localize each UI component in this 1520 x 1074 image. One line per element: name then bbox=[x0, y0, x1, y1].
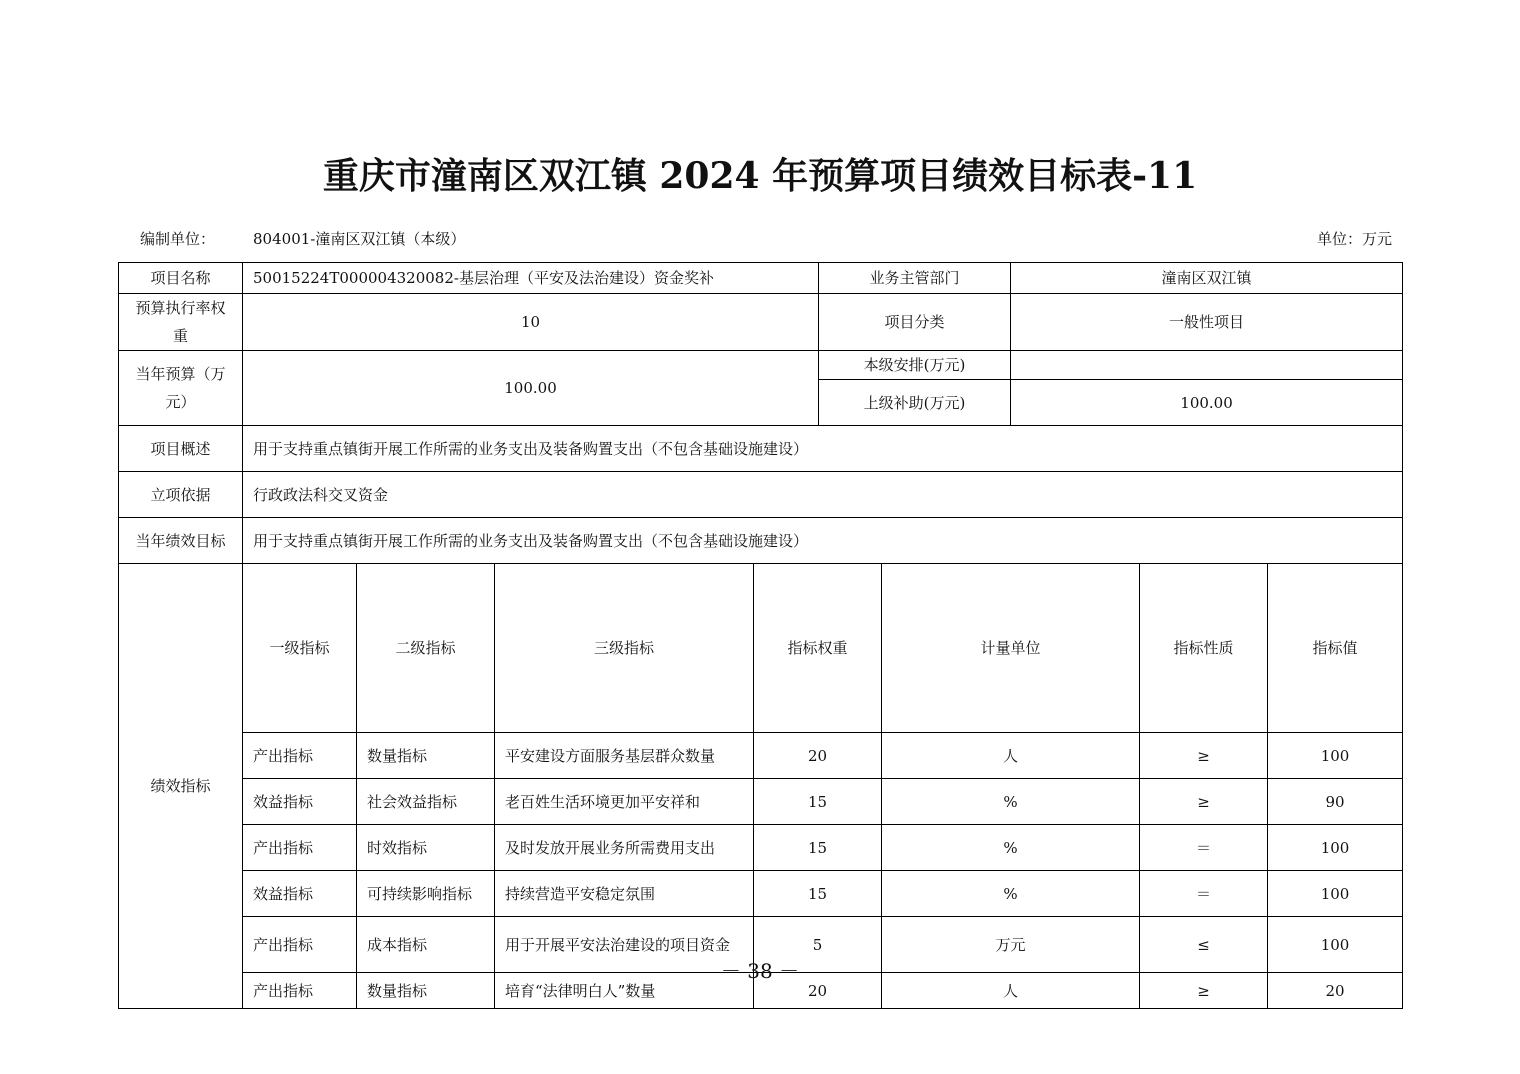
header-level1: 一级指标 bbox=[243, 564, 357, 733]
cell-level3: 老百姓生活环境更加平安祥和 bbox=[495, 779, 754, 825]
cell-nature: ≥ bbox=[1140, 733, 1268, 779]
cell-value: 20 bbox=[1268, 973, 1403, 1009]
basis-value: 行政政法科交叉资金 bbox=[243, 472, 1403, 518]
cell-unit: % bbox=[882, 825, 1140, 871]
cell-level3: 培育“法律明白人”数量 bbox=[495, 973, 754, 1009]
cell-value: 100 bbox=[1268, 733, 1403, 779]
cell-unit: % bbox=[882, 871, 1140, 917]
cell-nature: ≥ bbox=[1140, 973, 1268, 1009]
cell-weight: 5 bbox=[754, 917, 882, 973]
cell-level2: 时效指标 bbox=[357, 825, 495, 871]
goal-label: 当年绩效目标 bbox=[119, 518, 243, 564]
cell-weight: 15 bbox=[754, 779, 882, 825]
category-label: 项目分类 bbox=[819, 294, 1011, 351]
table-row bbox=[119, 733, 1403, 779]
cell-value: 90 bbox=[1268, 779, 1403, 825]
cell-level1: 效益指标 bbox=[243, 779, 357, 825]
row-goal bbox=[119, 518, 1403, 564]
cell-value: 100 bbox=[1268, 871, 1403, 917]
cell-value: 100 bbox=[1268, 825, 1403, 871]
header-level3: 三级指标 bbox=[495, 564, 754, 733]
cell-weight: 15 bbox=[754, 871, 882, 917]
upper-label: 上级补助(万元) bbox=[819, 380, 1011, 426]
cell-level3: 及时发放开展业务所需费用支出 bbox=[495, 825, 754, 871]
dept-value: 潼南区双江镇 bbox=[1011, 263, 1403, 294]
cell-level1: 产出指标 bbox=[243, 917, 357, 973]
cell-unit: % bbox=[882, 779, 1140, 825]
indicator-header-row bbox=[119, 564, 1403, 733]
cell-level3: 用于开展平安法治建设的项目资金 bbox=[495, 917, 754, 973]
cell-nature: ≥ bbox=[1140, 779, 1268, 825]
cell-level1: 产出指标 bbox=[243, 825, 357, 871]
cell-level2: 可持续影响指标 bbox=[357, 871, 495, 917]
upper-value: 100.00 bbox=[1011, 380, 1403, 426]
table-row bbox=[119, 871, 1403, 917]
cell-nature: ≤ bbox=[1140, 917, 1268, 973]
cell-level1: 产出指标 bbox=[243, 733, 357, 779]
cell-unit: 人 bbox=[882, 733, 1140, 779]
cell-weight: 15 bbox=[754, 825, 882, 871]
table-row bbox=[119, 825, 1403, 871]
indicators-section-label: 绩效指标 bbox=[119, 564, 243, 1009]
row-budget-local bbox=[119, 351, 1403, 380]
weight-label: 预算执行率权重 bbox=[119, 294, 243, 351]
cell-weight: 20 bbox=[754, 973, 882, 1009]
goal-value: 用于支持重点镇街开展工作所需的业务支出及装备购置支出（不包含基础设施建设） bbox=[243, 518, 1403, 564]
row-project-name bbox=[119, 263, 1403, 294]
overview-value: 用于支持重点镇街开展工作所需的业务支出及装备购置支出（不包含基础设施建设） bbox=[243, 426, 1403, 472]
local-value bbox=[1011, 351, 1403, 380]
weight-value: 10 bbox=[243, 294, 819, 351]
cell-level2: 数量指标 bbox=[357, 733, 495, 779]
cell-value: 100 bbox=[1268, 917, 1403, 973]
dept-label: 业务主管部门 bbox=[819, 263, 1011, 294]
unit-label: 单位：万元 bbox=[1316, 230, 1392, 248]
project-name-label: 项目名称 bbox=[119, 263, 243, 294]
row-weight bbox=[119, 294, 1403, 351]
prepared-by bbox=[140, 228, 465, 249]
overview-label: 项目概述 bbox=[119, 426, 243, 472]
cell-unit: 人 bbox=[882, 973, 1140, 1009]
cell-nature: ＝ bbox=[1140, 825, 1268, 871]
prepared-by-value: 804001-潼南区双江镇（本级） bbox=[253, 230, 466, 248]
project-name-value: 50015224T000004320082-基层治理（平安及法治建设）资金奖补 bbox=[243, 263, 819, 294]
budget-label: 当年预算（万元） bbox=[119, 351, 243, 426]
row-overview bbox=[119, 426, 1403, 472]
cell-unit: 万元 bbox=[882, 917, 1140, 973]
header-value: 指标值 bbox=[1268, 564, 1403, 733]
cell-level1: 产出指标 bbox=[243, 973, 357, 1009]
header-nature: 指标性质 bbox=[1140, 564, 1268, 733]
row-basis bbox=[119, 472, 1403, 518]
page-title: 重庆市潼南区双江镇 2024 年预算项目绩效目标表-11 bbox=[322, 155, 1198, 197]
header-unit: 计量单位 bbox=[882, 564, 1140, 733]
cell-nature: ＝ bbox=[1140, 871, 1268, 917]
table-row bbox=[119, 779, 1403, 825]
performance-target-table bbox=[118, 262, 1403, 1009]
cell-level2: 成本指标 bbox=[357, 917, 495, 973]
cell-level2: 数量指标 bbox=[357, 973, 495, 1009]
cell-weight: 20 bbox=[754, 733, 882, 779]
basis-label: 立项依据 bbox=[119, 472, 243, 518]
cell-level2: 社会效益指标 bbox=[357, 779, 495, 825]
cell-level3: 持续营造平安稳定氛围 bbox=[495, 871, 754, 917]
cell-level3: 平安建设方面服务基层群众数量 bbox=[495, 733, 754, 779]
category-value: 一般性项目 bbox=[1011, 294, 1403, 351]
prepared-by-label: 编制单位： bbox=[140, 230, 216, 248]
header-level2: 二级指标 bbox=[357, 564, 495, 733]
budget-value: 100.00 bbox=[243, 351, 819, 426]
cell-level1: 效益指标 bbox=[243, 871, 357, 917]
page-number: － 38 － bbox=[720, 959, 800, 983]
header-weight: 指标权重 bbox=[754, 564, 882, 733]
local-label: 本级安排(万元) bbox=[819, 351, 1011, 380]
